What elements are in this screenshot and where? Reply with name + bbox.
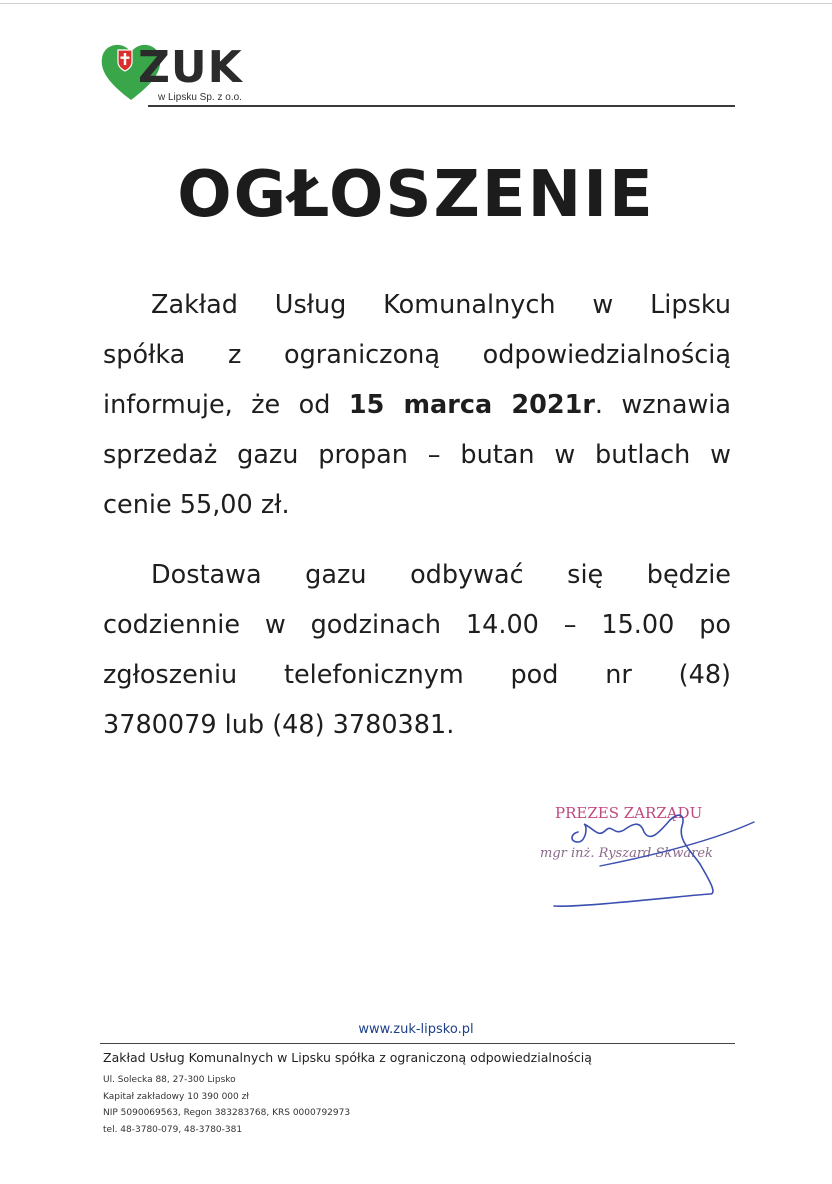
scan-top-edge bbox=[0, 3, 832, 4]
logo-subtitle: w Lipsku Sp. z o.o. bbox=[158, 92, 242, 103]
stamp-person: mgr inż. Ryszard Skwarek bbox=[540, 846, 713, 861]
paragraph-line-with-date bbox=[103, 380, 731, 430]
footer-phones: tel. 48-3780-079, 48-3780-381 bbox=[103, 1124, 243, 1135]
footer-registry: NIP 5090069563, Regon 383283768, KRS 0000792973 bbox=[103, 1108, 351, 1118]
stamp-role: PREZES ZARZĄDU bbox=[555, 804, 703, 822]
paragraph-line: codziennie w godzinach 14.00 – 15.00 po bbox=[103, 610, 731, 640]
signature-stamp bbox=[540, 790, 770, 920]
website-link[interactable]: www.zuk-lipsko.pl bbox=[358, 1022, 474, 1037]
delivery-paragraph bbox=[103, 550, 731, 750]
header-rule bbox=[148, 105, 735, 107]
paragraph-line: sprzedaż gazu propan – butan w butlach w bbox=[103, 440, 731, 470]
paragraph-line: cenie 55,00 zł. bbox=[103, 490, 290, 520]
signature-icon bbox=[540, 790, 770, 920]
paragraph-line: 3780079 lub (48) 3780381. bbox=[103, 710, 455, 740]
footer-address: Ul. Solecka 88, 27-300 Lipsko bbox=[103, 1075, 236, 1085]
page-title: OGŁOSZENIE bbox=[177, 158, 655, 232]
footer-company: Zakład Usług Komunalnych w Lipsku spółka z ograniczoną odpowiedzialnością bbox=[103, 1050, 592, 1065]
logo-brand: ZUK bbox=[138, 42, 243, 93]
footer bbox=[103, 1048, 592, 1138]
footer-capital: Kapitał zakładowy 10 390 000 zł bbox=[103, 1091, 249, 1102]
paragraph-line: spółka z ograniczoną odpowiedzialnością bbox=[103, 340, 731, 370]
line-text: . wznawia bbox=[594, 390, 732, 420]
announcement-paragraph bbox=[103, 280, 731, 530]
paragraph-line: Dostawa gazu odbywać się będzie bbox=[151, 560, 731, 590]
line-text: informuje, że od bbox=[103, 390, 349, 420]
company-logo bbox=[100, 38, 270, 110]
footer-rule bbox=[100, 1043, 735, 1044]
paragraph-line: zgłoszeniu telefonicznym pod nr (48) bbox=[103, 660, 731, 690]
resume-date: 15 marca 2021r bbox=[348, 390, 595, 420]
paragraph-line: Zakład Usług Komunalnych w Lipsku bbox=[151, 290, 731, 320]
